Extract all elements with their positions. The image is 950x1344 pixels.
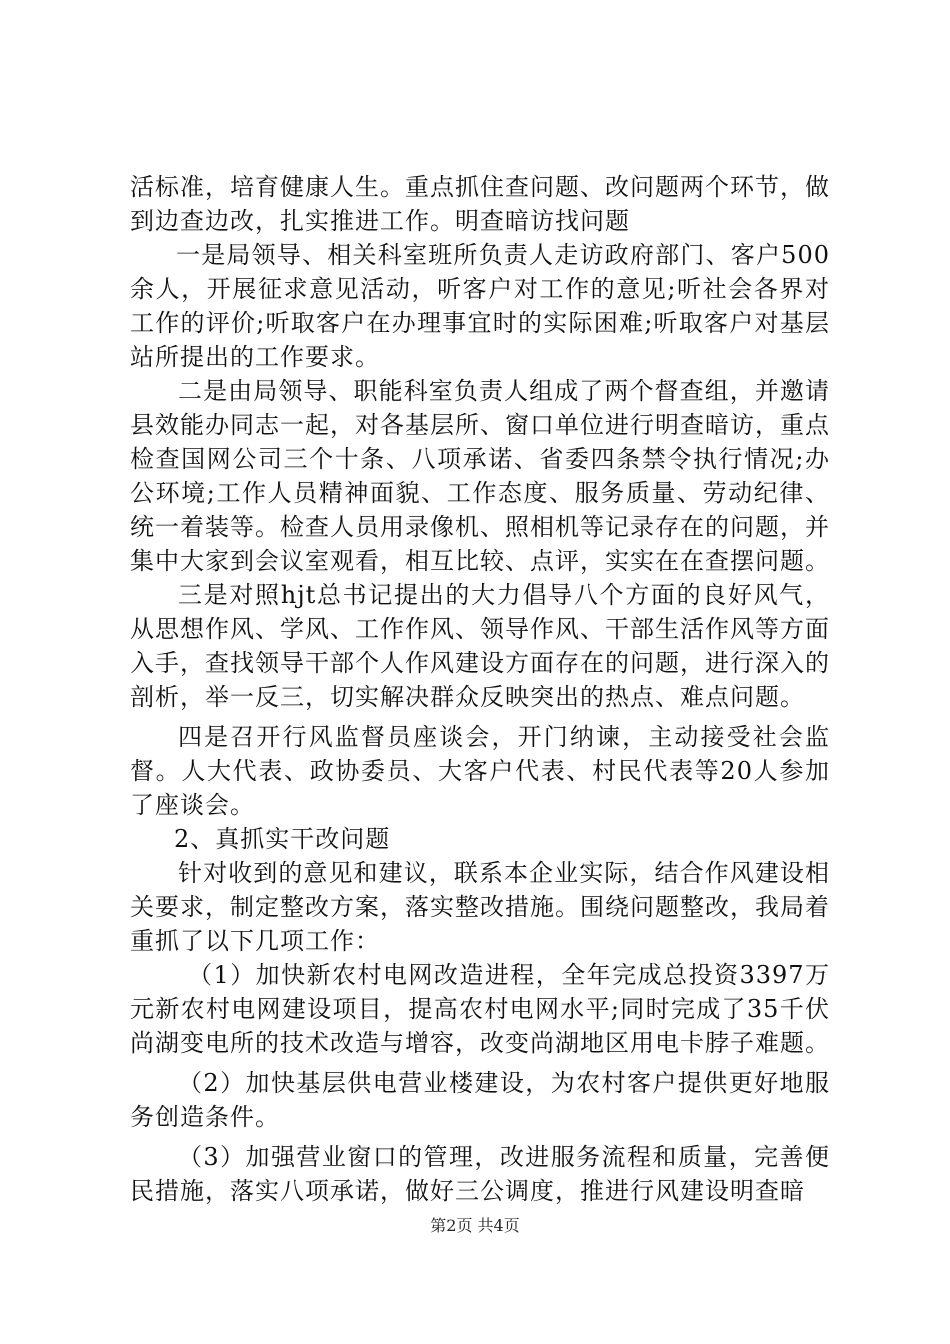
paragraph-measure-2: （2）加快基层供电营业楼建设，为农村客户提供更好地服务创造条件。 bbox=[130, 1069, 830, 1131]
paragraph-rectification-intro: 针对收到的意见和建议，联系本企业实际，结合作风建设相关要求，制定整改方案，落实整改措施。围绕问题整改，我局着重抓了以下几项工作： bbox=[130, 859, 830, 955]
paragraph-measure-3: （3）加强营业窗口的管理，改进服务流程和质量，完善便民措施，落实八项承诺，做好三公调度，推进行风建设明查暗 bbox=[130, 1143, 830, 1205]
page-footer: 第2页 共4页 bbox=[430, 1216, 520, 1235]
paragraph-item-two: 二是由局领导、职能科室负责人组成了两个督查组，并邀请县效能办同志一起，对各基层所、窗口单位进行明查暗访，重点检查国网公司三个十条、八项承诺、省委四条禁令执行情况;办公环境;工作人员精神面貌、工作态度、服务质量、劳动纪律、统一着装等。检查人员用录像机、照相机等记录存在的问题，并集中大家到会议室观看，相互比较、点评，实实在在查摆问题。 bbox=[130, 377, 830, 575]
paragraph-item-four: 四是召开行风监督员座谈会，开门纳谏，主动接受社会监督。人大代表、政协委员、大客户代表、村民代表等20人参加了座谈会。 bbox=[130, 723, 830, 819]
paragraph-intro: 活标准，培育健康人生。重点抓住查问题、改问题两个环节，做到边查边改，扎实推进工作。明查暗访找问题 bbox=[130, 173, 830, 235]
paragraph-measure-1: （1）加快新农村电网改造进程，全年完成总投资3397万元新农村电网建设项目，提高农村电网水平;同时完成了35千伏尚湖变电所的技术改造与增容，改变尚湖地区用电卡脖子难题。 bbox=[130, 961, 830, 1057]
section-heading: 2、真抓实干改问题 bbox=[174, 825, 391, 853]
paragraph-item-three: 三是对照hjt总书记提出的大力倡导八个方面的良好风气，从思想作风、学风、工作作风、领导作风、干部生活作风等方面入手，查找领导干部个人作风建设方面存在的问题，进行深入的剖析，举一反三，切实解决群众反映突出的热点、难点问题。 bbox=[130, 581, 830, 711]
paragraph-item-one: 一是局领导、相关科室班所负责人走访政府部门、客户500余人，开展征求意见活动，听客户对工作的意见;听社会各界对工作的评价;听取客户在办理事宜时的实际困难;听取客户对基层站所提出的工作要求。 bbox=[130, 241, 830, 371]
document-body bbox=[130, 170, 830, 1208]
